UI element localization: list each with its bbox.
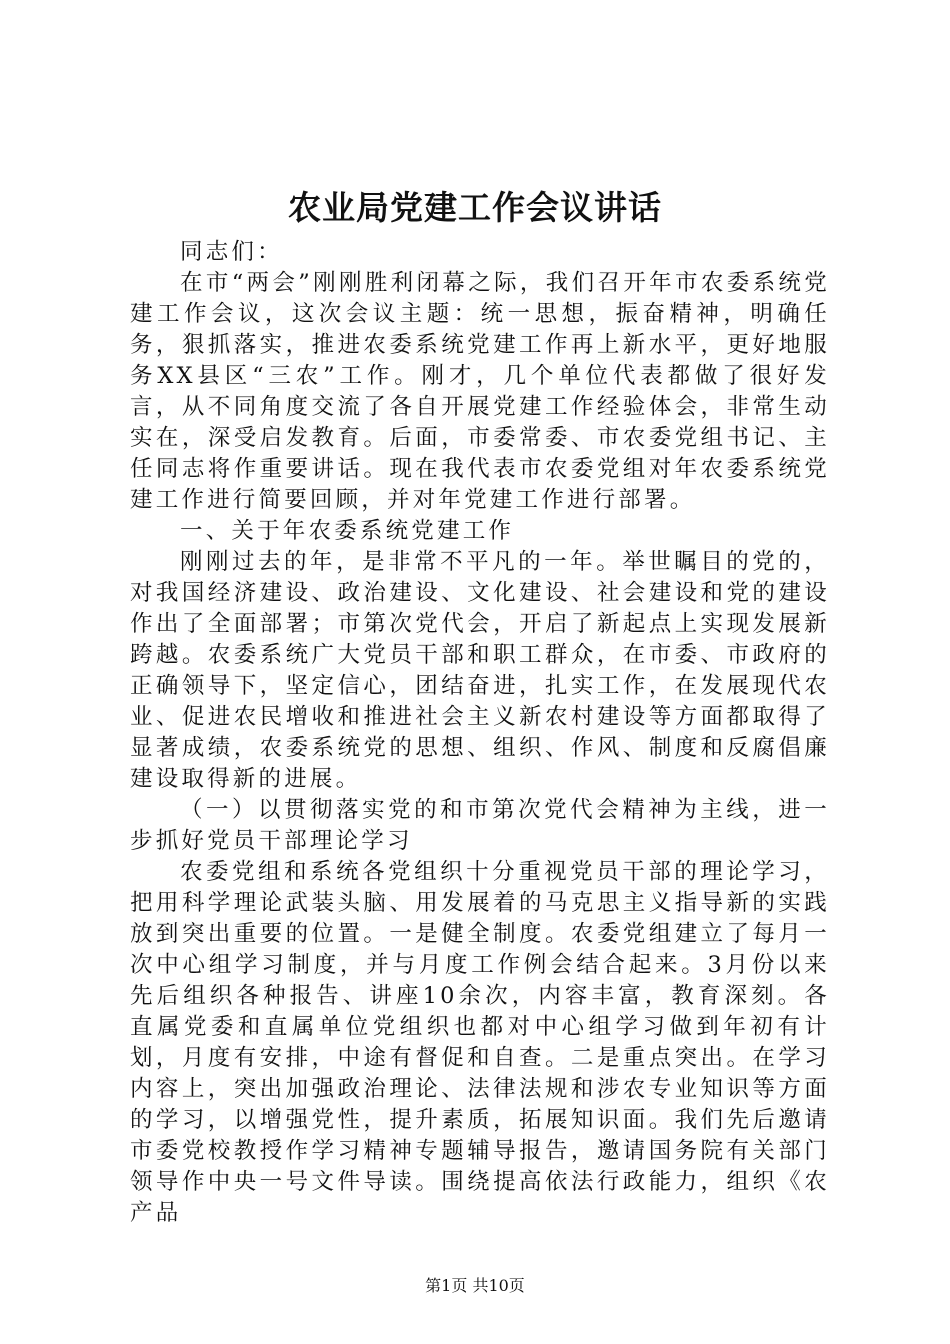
page-footer: 第1页 共10页 — [425, 1276, 525, 1295]
subsection-heading-1: （一）以贯彻落实党的和市第次党代会精神为主线，进一步抓好党员干部理论学习 — [130, 797, 830, 854]
study-paragraph: 农委党组和系统各党组织十分重视党员干部的理论学习，把用科学理论武装头脑、用发展着的马克思主义指导新的实践放到突出重要的位置。一是健全制度。农委党组建立了每月一次中心组学习制度，并与月度工作例会结合起来。3月份以来先后组织各种报告、讲座10余次，内容丰富，教育深刻。各直属党委和直属单位党组织也都对中心组学习做到年初有计划，月度有安排，中途有督促和自查。二是重点突出。在学习内容上，突出加强政治理论、法律法规和涉农专业知识等方面的学习，以增强党性，提升素质，拓展知识面。我们先后邀请市委党校教授作学习精神专题辅导报告，邀请国务院有关部门领导作中央一号文件导读。围绕提高依法行政能力，组织《农产品 — [130, 859, 830, 1226]
salutation-paragraph: 同志们： — [180, 239, 283, 265]
review-paragraph: 刚刚过去的年，是非常不平凡的一年。举世瞩目的党的，对我国经济建设、政治建设、文化建设、社会建设和党的建设作出了全面部署；市第次党代会，开启了新起点上实现发展新跨越。农委系统广大党员干部和职工群众，在市委、市政府的正确领导下，坚定信心，团结奋进，扎实工作，在发展现代农业、促进农民增收和推进社会主义新农村建设等方面都取得了显著成绩，农委系统党的思想、组织、作风、制度和反腐倡廉建设取得新的进展。 — [130, 549, 830, 792]
opening-paragraph: 在市“两会”刚刚胜利闭幕之际，我们召开年市农委系统党建工作会议，这次会议主题：统一思想，振奋精神，明确任务，狠抓落实，推进农委系统党建工作再上新水平，更好地服务XX县区“三农”工作。刚才，几个单位代表都做了很好发言，从不同角度交流了各自开展党建工作经验体会，非常生动实在，深受启发教育。后面，市委常委、市农委党组书记、主任同志将作重要讲话。现在我代表市农委党组对年农委系统党建工作进行简要回顾，并对年党建工作进行部署。 — [130, 270, 830, 513]
document-title: 农业局党建工作会议讲话 — [288, 188, 662, 227]
section-heading-1: 一、关于年农委系统党建工作 — [180, 518, 515, 544]
document-body — [130, 237, 830, 1229]
